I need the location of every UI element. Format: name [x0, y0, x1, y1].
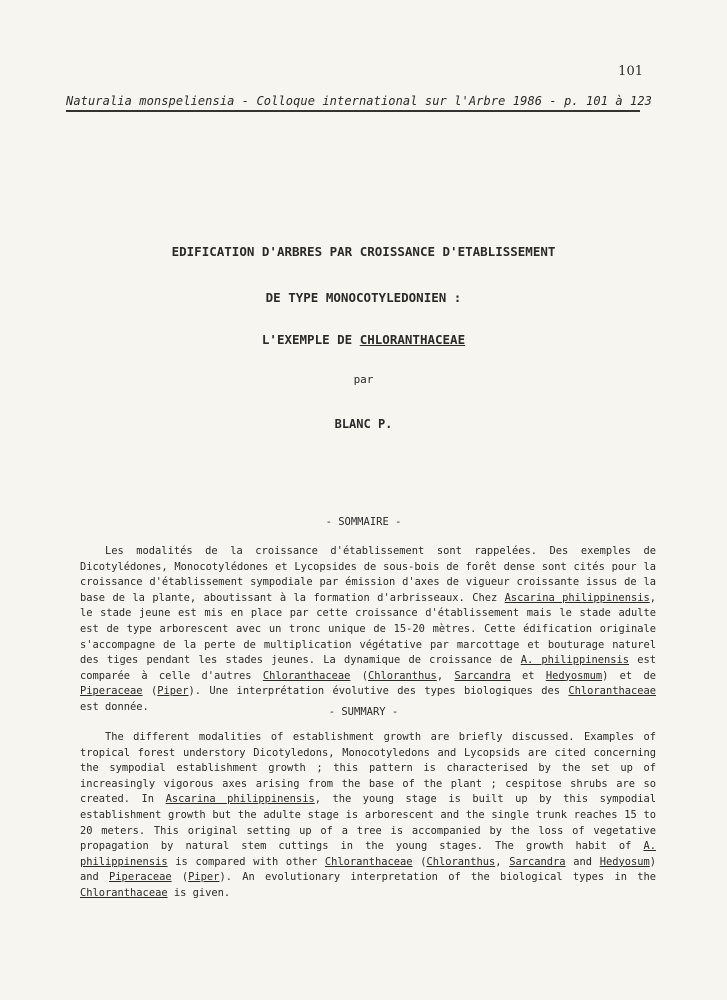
author-name: BLANC P.	[334, 417, 393, 431]
text-run: est donnée.	[80, 700, 149, 713]
text-run: , le stade jeune est mis en place par cette croissance d'établissement mais le stade adulte est de type arborescent avec un tronc unique de 15-20 mètres. Cette édification originale s'accompagne de la perte de multiplication végétative par marcottage et bouturage naturel des tiges pendant les stades jeunes. La dynamique de croissance de	[80, 591, 656, 667]
journal-citation-line	[66, 94, 652, 112]
sommaire-abstract	[80, 544, 656, 716]
summary-paragraph	[80, 730, 656, 902]
title-line-2: DE TYPE MONOCOTYLEDONIEN :	[265, 290, 462, 305]
text-run: is compared with other	[167, 855, 325, 868]
title-line-3-prefix: L'EXEMPLE DE	[261, 332, 360, 347]
taxon-name: Ascarina philippinensis	[165, 793, 315, 806]
taxon-name: Sarcandra	[509, 855, 566, 868]
title-taxon: CHLORANTHACEAE	[359, 332, 466, 347]
taxon-name: Piper	[188, 871, 220, 884]
taxon-name: Piper	[157, 685, 189, 698]
text-run: et	[510, 669, 546, 682]
taxon-name: Sarcandra	[454, 669, 511, 682]
text-run: ,	[436, 669, 455, 682]
taxon-name: Chloranthus	[426, 855, 496, 868]
text-run: ). Une interprétation évolutive des types biologiques des	[188, 685, 569, 698]
text-run: est comparée à celle d'autres	[80, 654, 656, 682]
taxon-name: Chloranthaceae	[324, 855, 413, 868]
text-run: The different modalities of establishment growth are briefly discussed. Examples of tropical forest understory Dicotyledons, Monocotyledons and Lycopsids are cited concerning the sympodial establishment growth ; this pattern is characterised by the set up of increasingly vigorous axes arising from the base of the plant ; cespitose shrubs are so created. In	[80, 731, 656, 806]
text-run: Les modalités de la croissance d'établissement sont rappelées. Des exemples de Dicotylédones, Monocotylédones et Lycopsides de sous-bois de forêt dense sont cités pour la croissance d'établissement sympodiale par émission d'axes de vigueur croissante issus de la base de la plante, aboutissant à la formation d'arbrisseaux. Chez	[80, 545, 656, 604]
summary-heading: - SUMMARY -	[328, 706, 399, 718]
summary-abstract	[80, 730, 656, 902]
text-run: (	[171, 871, 189, 884]
text-run: , the young stage is built up by this sympodial establishment growth but the adulte stage is arborescent and the single trunk reaches 15 to 20 meters. This original setting up of a tree is accompanied by the loss of vegetative propagation by natural stem cuttings in the young stages. The growth habit of	[80, 793, 656, 853]
taxon-name: A. philippinensis	[80, 840, 656, 868]
text-run: (	[142, 685, 158, 698]
sommaire-heading: - SOMMAIRE -	[325, 516, 402, 528]
journal-citation-text: Naturalia monspeliensia - Colloque international sur l'Arbre 1986 - p. 101 à 123	[66, 94, 652, 108]
text-run: and	[565, 855, 600, 868]
taxon-name: Piperaceae	[80, 685, 143, 698]
taxon-name: Chloranthus	[367, 669, 437, 682]
taxon-name: Hedyosmum	[545, 669, 603, 682]
text-run: (	[350, 669, 368, 682]
text-run: ). An evolutionary interpretation of the biological types in the	[219, 871, 656, 884]
taxon-name: Chloranthaceae	[80, 886, 168, 899]
page-number: 101	[618, 64, 643, 79]
text-run: is given.	[167, 886, 231, 899]
taxon-name: Piperaceae	[109, 871, 172, 884]
text-run: ,	[495, 855, 510, 868]
title-line-3	[0, 332, 727, 347]
text-run: ) and	[80, 855, 657, 884]
taxon-name: Chloranthaceae	[262, 669, 351, 682]
taxon-name: Chloranthaceae	[568, 685, 656, 698]
text-run: ) et de	[602, 669, 657, 682]
by-label: par	[353, 373, 374, 386]
taxon-name: Hedyosum	[599, 855, 650, 868]
text-run: (	[412, 855, 427, 868]
sommaire-paragraph	[80, 544, 656, 716]
taxon-name: A. philippinensis	[520, 654, 629, 667]
title-line-1: EDIFICATION D'ARBRES PAR CROISSANCE D'ETABLISSEMENT	[171, 244, 556, 259]
taxon-name: Ascarina philippinensis	[504, 591, 650, 604]
